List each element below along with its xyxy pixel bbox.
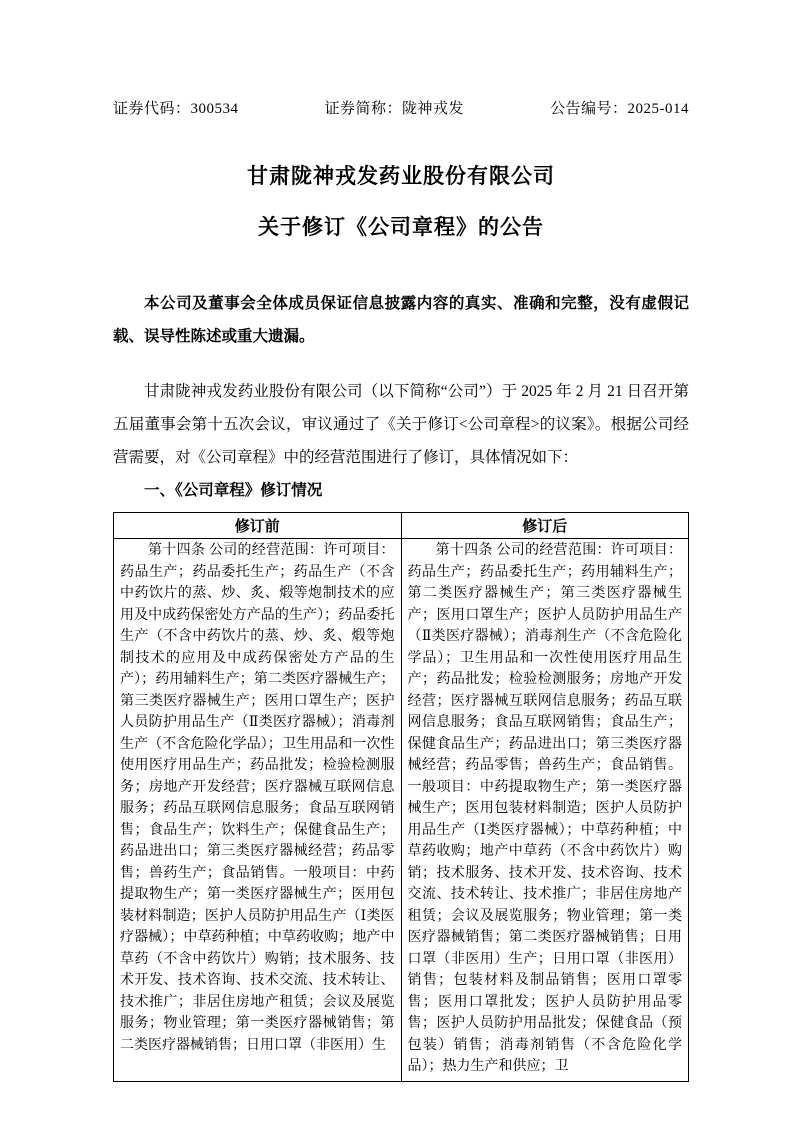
announcement-title: 关于修订《公司章程》的公告 [258, 215, 544, 239]
stock-code: 证券代码：300534 [113, 101, 239, 117]
announcement-number: 公告编号：2025-014 [550, 101, 689, 117]
cell-before-revision: 第十四条 公司的经营范围：许可项目：药品生产；药品委托生产；药品生产（不含中药饮片的蒸、炒、炙、煅等炮制技术的应用及中成药保密处方产品的生产）；药品委托生产（不含中药饮片的蒸、炒、炙、煅等炮制技术的应用及中成药保密处方产品的生产）；药用辅料生产；第二类医疗器械生产；第三类医疗器械生产；医用口罩生产；医护人员防护用品生产（Ⅱ类医疗器械）；消毒剂生产（不含危险化学品）；卫生用品和一次性使用医疗用品生产；药品批发；检验检测服务；房地产开发经营；医疗器械互联网信息服务；药品互联网信息服务；食品互联网销售；食品生产；饮料生产；保健食品生产；药品进出口；第三类医疗器械经营；药品零售；兽药生产；食品销售。一般项目：中药提取物生产；第一类医疗器械生产；医用包装材料制造；医护人员防护用品生产（Ⅰ类医疗器械）；中草药种植；中草药收购；地产中草药（不含中药饮片）购销；技术服务、技术开发、技术咨询、技术交流、技术转让、技术推广；非居住房地产租赁；会议及展览服务；物业管理；第一类医疗器械销售；第二类医疗器械销售；日用口罩（非医用）生 [114, 539, 402, 1082]
revision-table-header-row [114, 513, 689, 539]
disclaimer-paragraph: 本公司及董事会全体成员保证信息披露内容的真实、准确和完整，没有虚假记载、误导性陈述或重大遗漏。 [113, 295, 689, 345]
column-header-before: 修订前 [114, 513, 402, 539]
column-header-after: 修订后 [401, 513, 689, 539]
revision-table [113, 512, 689, 1082]
section-heading: 一、《公司章程》修订情况 [144, 482, 323, 499]
table-row [114, 539, 689, 1082]
company-name-title: 甘肃陇神戎发药业股份有限公司 [247, 164, 555, 188]
intro-paragraph: 甘肃陇神戎发药业股份有限公司（以下简称“公司”）于 2025 年 2 月 21 日召开第五届董事会第十五次会议，审议通过了《关于修订<公司章程>的议案》。根据公司经营需要，对《公司章程》中的经营范围进行了修订，具体情况如下： [113, 383, 689, 466]
stock-short-name: 证券简称：陇神戎发 [324, 101, 465, 117]
cell-after-revision: 第十四条 公司的经营范围：许可项目：药品生产；药品委托生产；药用辅料生产；第二类医疗器械生产；第三类医疗器械生产；医用口罩生产；医护人员防护用品生产（Ⅱ类医疗器械）；消毒剂生产（不含危险化学品）；卫生用品和一次性使用医疗用品生产；药品批发；检验检测服务；房地产开发经营；医疗器械互联网信息服务；药品互联网信息服务；食品互联网销售；食品生产；保健食品生产；药品进出口；第三类医疗器械经营；药品零售；兽药生产；食品销售。一般项目：中药提取物生产；第一类医疗器械生产；医用包装材料制造；医护人员防护用品生产（Ⅰ类医疗器械）；中草药种植；中草药收购；地产中草药（不含中药饮片）购销；技术服务、技术开发、技术咨询、技术交流、技术转让、技术推广；非居住房地产租赁；会议及展览服务；物业管理；第一类医疗器械销售；第二类医疗器械销售；日用口罩（非医用）生产；日用口罩（非医用）销售；包装材料及制品销售；医用口罩零售；医用口罩批发；医护人员防护用品零售；医护人员防护用品批发；保健食品（预包装）销售；消毒剂销售（不含危险化学品）；热力生产和供应；卫 [401, 539, 689, 1082]
document-header [113, 97, 689, 118]
